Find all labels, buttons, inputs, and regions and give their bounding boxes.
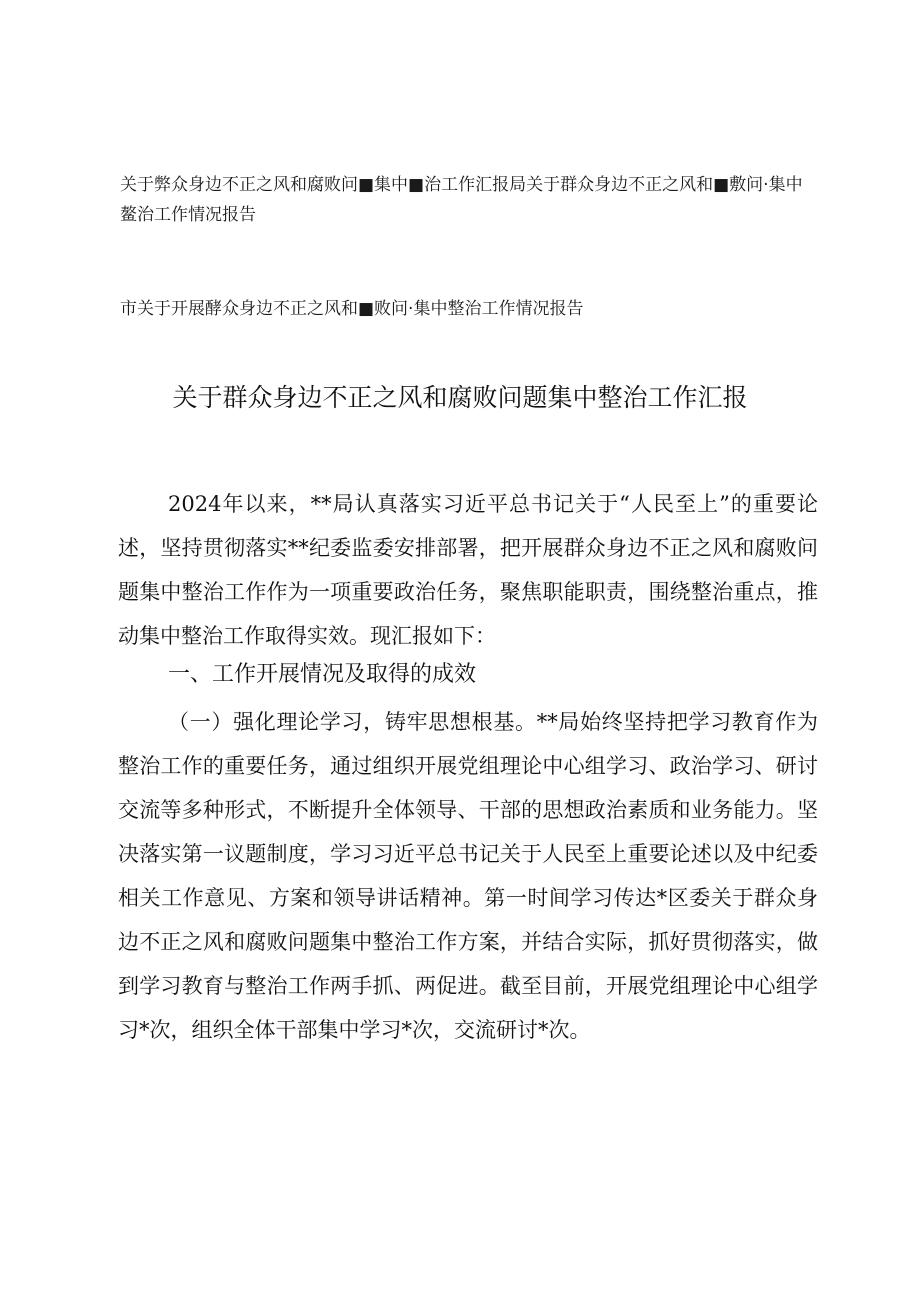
section-paragraph: （一）强化理论学习，铸牢思想根基。**局始终坚持把学习教育作为整治工作的重要任务，通过组织开展党组理论中心组学习、政治学习、研讨交流等多种形式，不断提升全体领导、干部的思想政治素质和业务能力。坚决落实第一议题制度，学习习近平总书记关于人民至上重要论述以及中纪委相关工作意见、方案和领导讲话精神。第一时间学习传达*区委关于群众身边不正之风和腐败问题集中整治工作方案，并结合实际，抓好贯彻落实，做到学习教育与整治工作两手抓、两促进。截至目前，开展党组理论中心组学习*次，组织全体干部集中学习*次，交流研讨*次。 <box>118 710 818 1042</box>
document-header-line-2: 市关于开展酵众身边不正之风和■败问·集中整治工作情况报告 <box>120 299 584 319</box>
intro-paragraph: 2024年以来，**局认真落实习近平总书记关于“人民至上”的重要论述，坚持贯彻落实**纪委监委安排部署，把开展群众身边不正之风和腐败问题集中整治工作作为一项重要政治任务，聚焦职能职责，围绕整治重点，推动集中整治工作取得实效。现汇报如下： <box>118 492 818 648</box>
document-title: 关于群众身边不正之风和腐败问题集中整治工作汇报 <box>172 383 748 412</box>
section-heading: 一、工作开展情况及取得的成效 <box>168 662 477 687</box>
document-header-line-1: 关于弊众身边不正之风和腐败问■集中■治工作汇报局关于群众身边不正之风和■敷问·集中鳌治工作情况报告 <box>120 175 803 225</box>
